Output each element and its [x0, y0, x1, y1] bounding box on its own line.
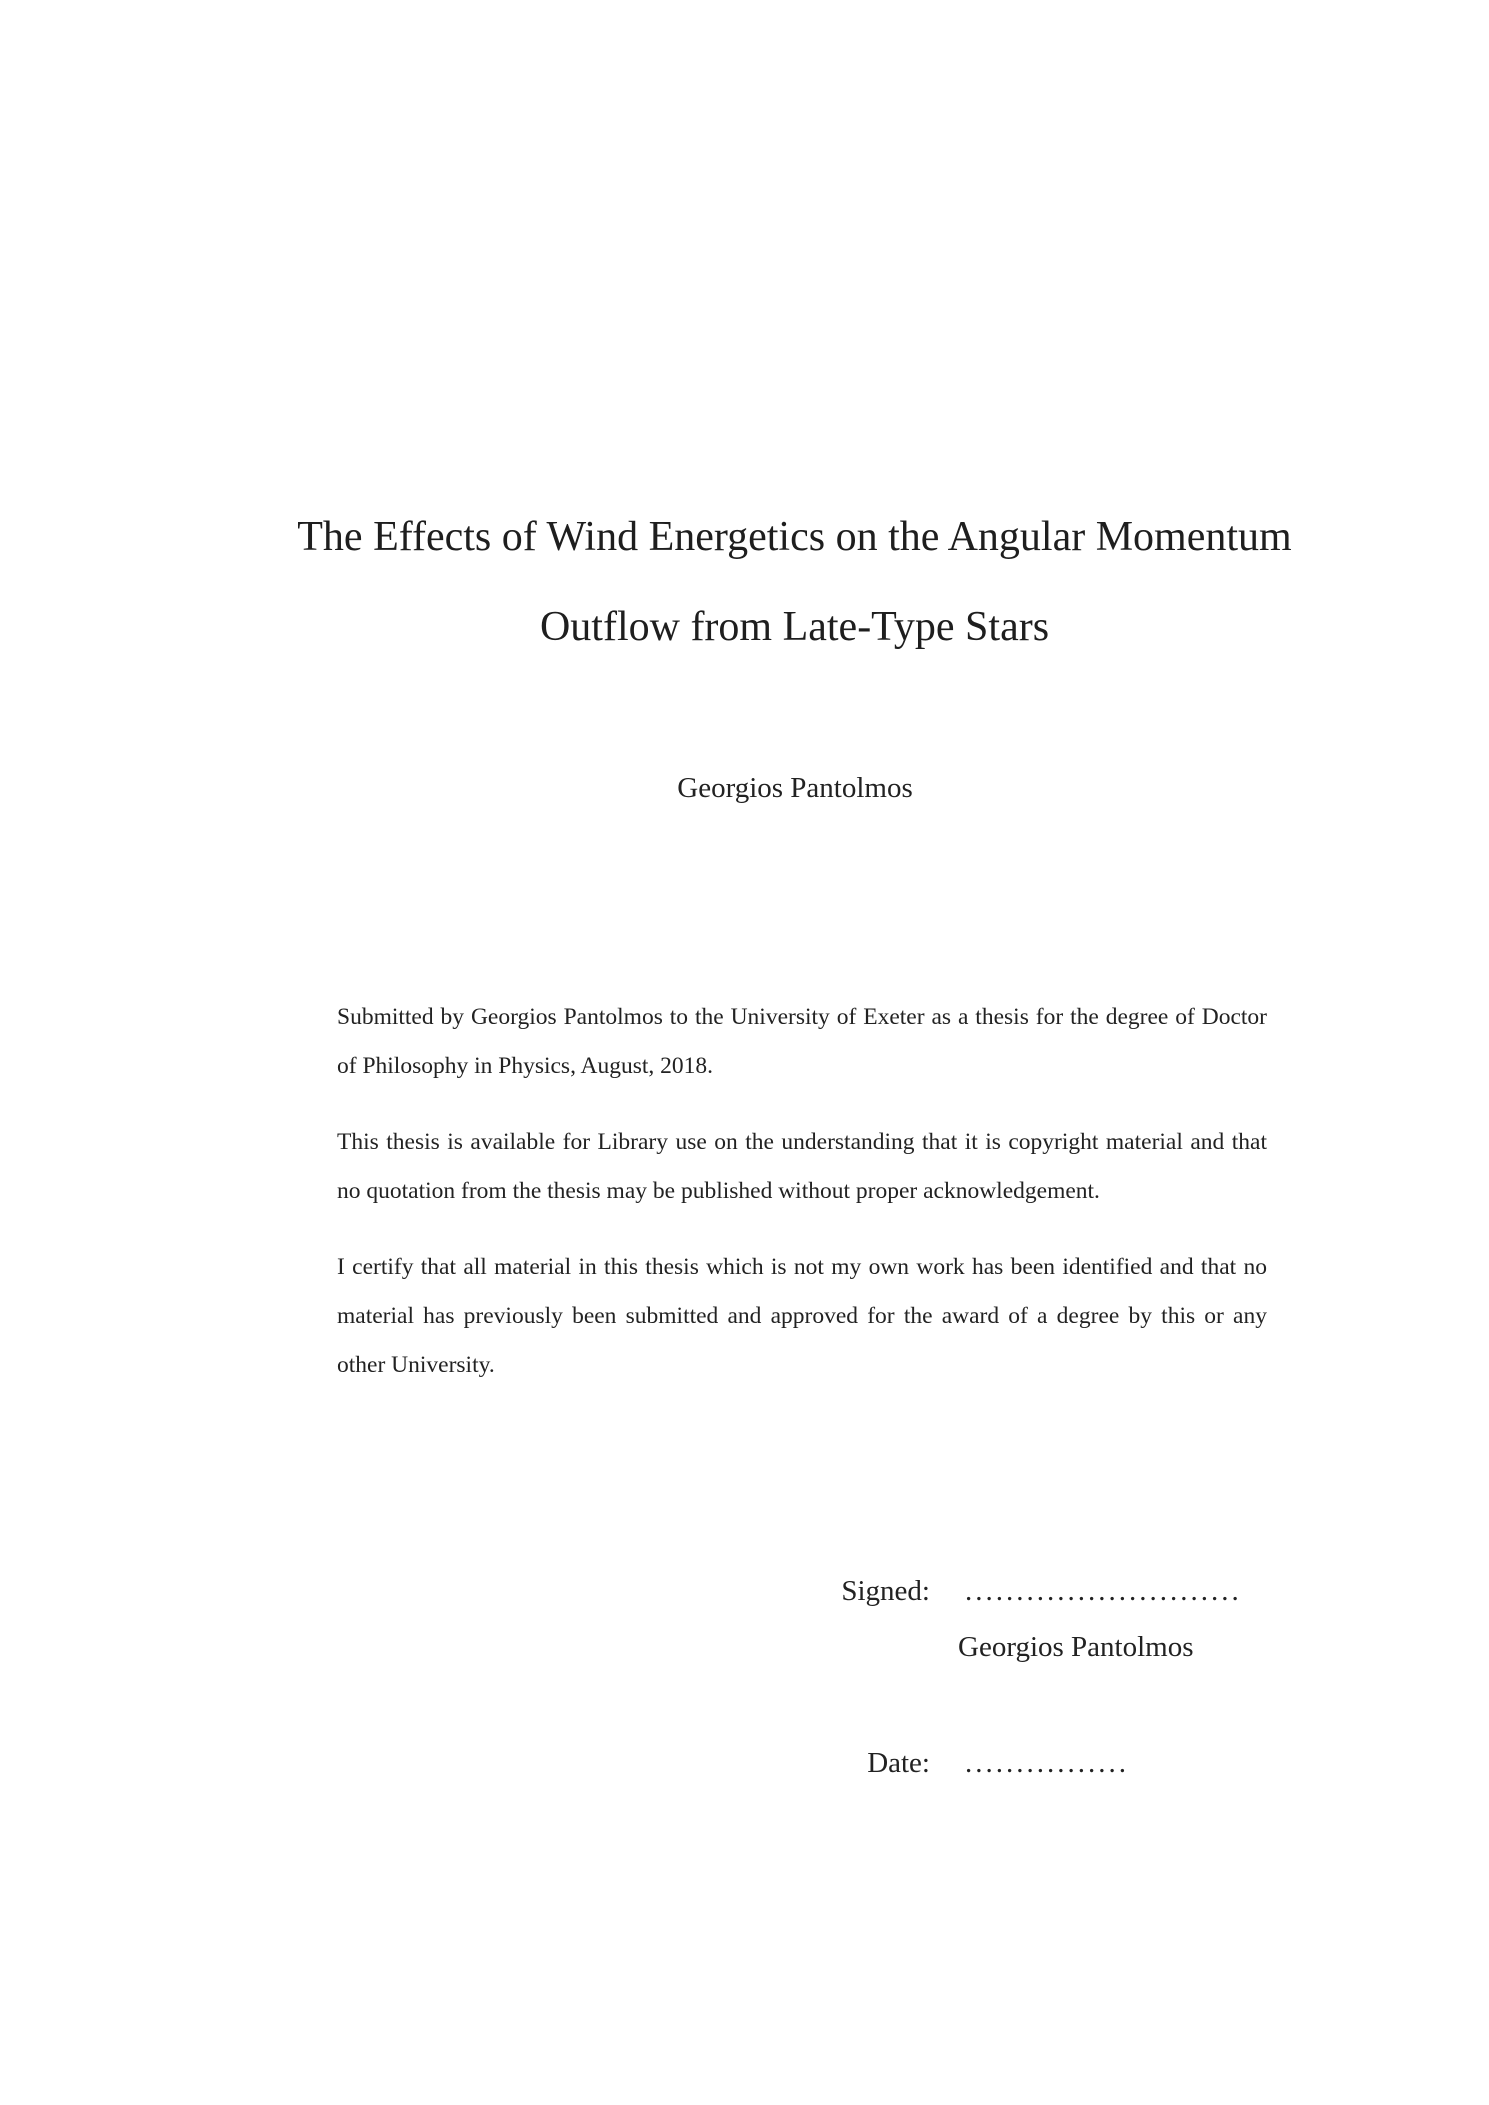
thesis-title-line-1: The Effects of Wind Energetics on the Angular Momentum [297, 514, 1292, 560]
thesis-title [180, 492, 1409, 672]
author-name: Georgios Pantolmos [677, 772, 913, 804]
copyright-statement: This thesis is available for Library use on the understanding that it is copyright material and that no quotation from the thesis may be published without proper acknowledgement. [337, 1129, 1267, 1204]
thesis-title-line-2: Outflow from Late-Type Stars [539, 604, 1050, 650]
submission-statement: Submitted by Georgios Pantolmos to the University of Exeter as a thesis for the degree of Doctor of Philosophy in Physics, August, 2018. [337, 1004, 1267, 1079]
signed-row [800, 1575, 1360, 1663]
signed-label: Signed: [841, 1575, 930, 1607]
date-row [800, 1747, 1360, 1797]
date-label: Date: [867, 1747, 930, 1779]
date-line: ................ [965, 1747, 1129, 1779]
certification-statement: I certify that all material in this thesis which is not my own work has been identified and that no material has previously been submitted and approved for the award of a degree by this or any other University. [337, 1254, 1267, 1378]
signature-line: ........................... [965, 1575, 1242, 1607]
signature-block [800, 1575, 1360, 1779]
declaration-text [337, 993, 1267, 1417]
signatory-name: Georgios Pantolmos [958, 1631, 1194, 1663]
